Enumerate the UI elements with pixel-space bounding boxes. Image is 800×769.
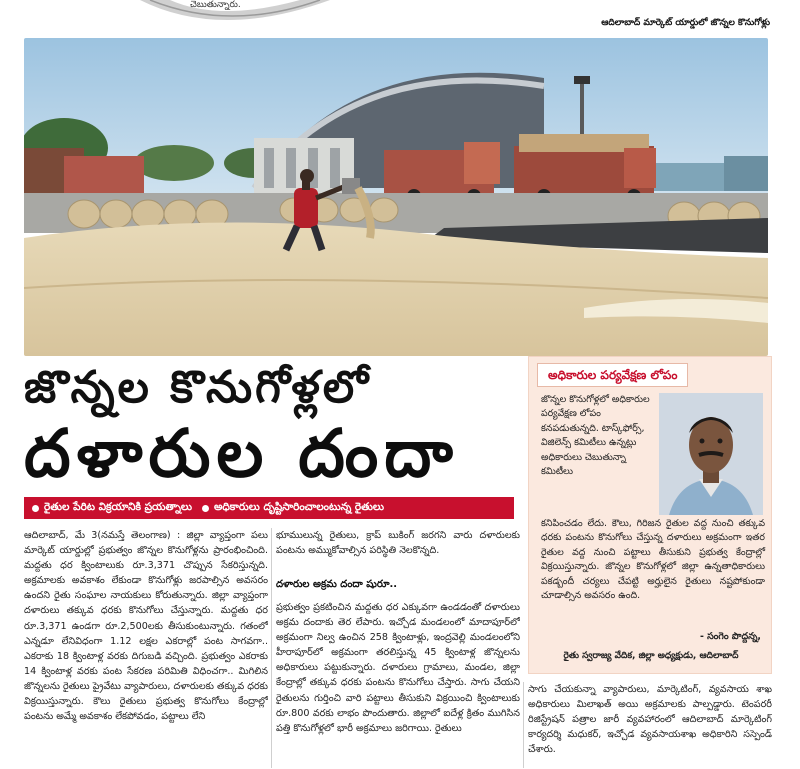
person-portrait-photo: [659, 393, 763, 515]
banner-point-2: [202, 501, 384, 516]
headline-line-1: జొన్నల కొనుగోళ్లలో: [24, 362, 372, 413]
bullet-dot-icon: [32, 505, 39, 512]
article-subheading: దళారుల అక్రమ దందా షురూ..: [276, 579, 398, 590]
banner-point-1: [32, 501, 192, 516]
article-column-3: సాగు చేయకున్నా వ్యాపారులు, మార్కెటింగ్, వ్యవసాయ శాఖ అధికారులు మిలాఖత్ అయి అక్రమాలకు పాల్పడ్డారు. టెంపరరీ రిజిస్ట్రేషన్ పత్రాల జారీ వ్యవహారంలో ఆదిలాబాద్ మార్కెటింగ్ కార్యదర్శి మధుకర్, ఇచ్చోడ వ్యవసాయశాఖ అధికారిని సస్పెండ్ చేశారు.: [528, 684, 772, 756]
sidebar-designation: రైతు స్వరాజ్య వేదిక, జిల్లా అధ్యక్షుడు, ఆదిలాబాద్: [563, 651, 739, 661]
bullet-dot-icon: [202, 505, 209, 512]
sidebar-credit: - సంగెం పొద్దన్న,: [699, 631, 761, 642]
headline-line-2: దళారుల దందా: [24, 415, 459, 492]
banner-point-1-text: రైతుల పేరిట విక్రయానికి ప్రయత్నాలు: [44, 500, 192, 513]
previous-article-snippet: చెబుతున్నారు.: [190, 0, 241, 10]
subheadline-banner: [24, 497, 514, 519]
sidebar-text-bottom: కనిపించడం లేదు. కౌలు, గిరిజన రైతుల వద్ద నుంచి తక్కువ ధరకు పంటను కొనుగోలు చేస్తున్న దళారులు అక్రమంగా ఇతర రైతుల వద్ద నుంచి పట్టాలు తీసుకుని ప్రభుత్వ కేంద్రాల్లో విక్రయిస్తున్నారు. జొన్నల కొనుగోళ్లలో జిల్లా ఉన్నతాధికారులు పకడ్బందీ చర్యలు చేపట్టి అర్హులైన రైతులు నష్టపోకుండా చూడాల్సిన అవసరం ఉంది.: [541, 518, 765, 602]
column-divider: [523, 682, 524, 768]
market-yard-photo: [24, 38, 768, 356]
article-column-1: ఆదిలాబాద్, మే 3(నమస్తే తెలంగాణ) : జిల్లా వ్యాప్తంగా పలు మార్కెట్ యార్డుల్లో ప్రభుత్వం జొన్నల కొనుగోళ్లను ప్రారంభించింది. మద్దతు ధర క్వింటాలుకు రూ.3,371 చొప్పున సేకరిస్తున్నది. అక్రమాలకు అవకాశం లేకుండా కొనుగోళ్లు జరపాల్సిన అవసరం ఉందని రైతు సంఘాల నాయకులు కోరుతున్నారు. జిల్లా వ్యాప్తంగా దళారులు తక్కువ ధరకు కొనుగోలు చేస్తున్నారు. మద్దతు ధర రూ.3,371 ఉండగా రూ.2,500లకు తీసుకుంటున్నారు. గతంలో ఎన్నడూ లేనివిధంగా 1.12 లక్షల ఎకరాల్లో పంట సాగవగా.. ఎకరాకు 18 క్వింటాళ్ల వరకు దిగుబడి వచ్చింది. ప్రభుత్వం ఎకరాకు 14 క్వింటాళ్ల వరకు పంట సేకరణ పరిమితి విధించగా.. మిగిలిన జొన్నలను రైతులు ప్రైవేటు వ్యాపారులు, దళారులకు తక్కువ ధరకు విక్రయిస్తున్నారు. కౌలు రైతులు ప్రభుత్వ కొనుగోలు కేంద్రాల్లో పంటను అమ్మే అవకాశం లేకపోవడం, పట్టాలు లేని: [24, 530, 268, 723]
photo-caption: ఆదిలాబాద్ మార్కెట్ యార్డులో జొన్నల కొనుగోళ్లు: [601, 18, 770, 28]
article-column-2-continued: ప్రభుత్వం ప్రకటించిన మద్దతు ధర ఎక్కువగా ఉండడంతో దళారులు అక్రమ దందాకు తెర లేపారు. ఇచ్చోడ మండలంలో మాదాపూర్‌లో అక్రమంగా నిల్వ ఉంచిన 258 క్వింటాళ్లు, ఇంద్రవెల్లి మండలంలోని హీరాపూర్‌లో అక్రమంగా తరలిస్తున్న 45 క్వింటాళ్ల జొన్నలను అధికారులు పట్టుకున్నారు. దళారులు గ్రామాలు, మండల, జిల్లా కేంద్రాల్లో తక్కువ ధరకు పంటను కొనుగోలు చేస్తారు. సాగు చేయని రైతులను గుర్తించి వారి పట్టాలు తీసుకుని విక్రయించి క్వింటాలుకు రూ.800 వరకు లాభం పొందుతారు. జిల్లాలో ఐదేళ్ల క్రితం ముగిసిన పత్తి కొనుగోళ్లలో భారీ అక్రమాలు జరిగాయి. రైతులు: [276, 602, 520, 734]
sidebar-title: అధికారుల పర్యవేక్షణ లోపం: [537, 363, 688, 387]
banner-point-2-text: అధికారులు దృష్టిసారించాలంటున్న రైతులు: [213, 500, 384, 513]
article-column-2: భూములున్న రైతులు, క్రాప్ బుకింగ్ జరగని వారు దళారులకు పంటను అమ్ముకోవాల్సిన పరిస్థితి నెలకొన్నది.: [276, 530, 520, 557]
column-divider: [271, 528, 272, 768]
sidebar-text-top: జొన్నల కొనుగోళ్లలో అధికారుల పర్యవేక్షణ లోపం కనపడుతున్నది. టాస్క్‌ఫోర్స్, విజిలెన్స్ కమిటీలు ఉన్నట్లు అధికారులు చెబుతున్నా కమిటీలు: [541, 394, 650, 478]
sidebar-opinion-box: [528, 356, 772, 674]
